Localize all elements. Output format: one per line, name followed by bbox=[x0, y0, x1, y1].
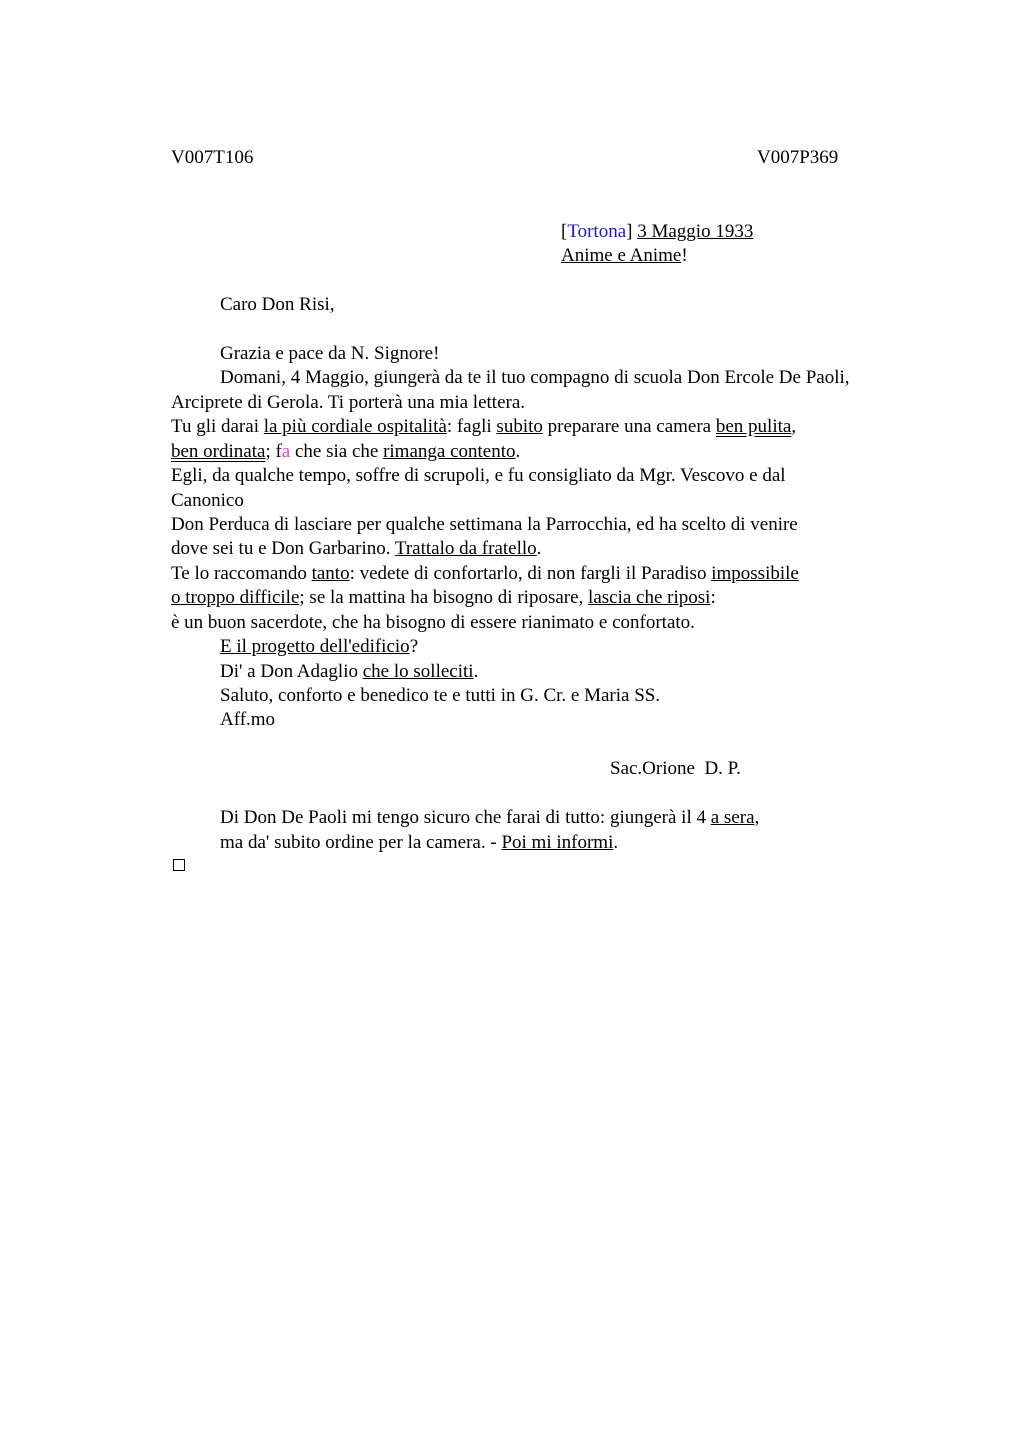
underlined-text: Poi mi informi bbox=[501, 832, 614, 853]
body-line: Don Perduca di lasciare per qualche settimana la Parrocchia, ed ha scelto di venire bbox=[171, 514, 798, 535]
highlighted-letter: a bbox=[281, 441, 291, 462]
postscript-line bbox=[220, 806, 759, 831]
bracket-open: [ bbox=[561, 221, 568, 242]
body-line bbox=[171, 562, 799, 587]
underlined-text: o troppo difficile bbox=[171, 587, 300, 608]
postscript-line bbox=[220, 831, 618, 856]
underlined-text: che lo solleciti bbox=[362, 661, 474, 682]
body-line: Arciprete di Gerola. Ti porterà una mia lettera. bbox=[171, 392, 526, 413]
text-run: : vedete di confortarlo, di non fargli il Paradiso bbox=[349, 563, 712, 584]
body-line bbox=[171, 440, 520, 465]
text-run: : bbox=[710, 587, 716, 608]
underlined-text: E il progetto dell'edificio bbox=[220, 636, 410, 657]
underlined-text: a sera bbox=[710, 807, 755, 828]
motto-text: Anime e Anime bbox=[561, 245, 682, 266]
underlined-text: lascia che riposi bbox=[588, 587, 711, 608]
body-line bbox=[171, 537, 541, 562]
underlined-text: rimanga contento bbox=[383, 441, 516, 462]
body-line bbox=[220, 635, 418, 660]
document-code-right: V007P369 bbox=[757, 147, 839, 168]
closing: Aff.mo bbox=[220, 709, 276, 730]
text-run: . bbox=[613, 832, 619, 853]
body-line bbox=[220, 660, 478, 685]
body-line: è un buon sacerdote, che ha bisogno di essere rianimato e confortato. bbox=[171, 612, 695, 633]
text-run: : fagli bbox=[446, 416, 497, 437]
date: 3 Maggio 1933 bbox=[637, 221, 754, 242]
dateline bbox=[561, 220, 753, 245]
place: Tortona bbox=[567, 221, 627, 242]
text-run: . bbox=[515, 441, 521, 462]
underlined-text: subito bbox=[496, 416, 543, 437]
motto-end: ! bbox=[681, 245, 688, 266]
underlined-text: tanto bbox=[311, 563, 350, 584]
underlined-text: impossibile bbox=[711, 563, 799, 584]
text-run: . bbox=[536, 538, 542, 559]
text-run: Di' a Don Adaglio bbox=[220, 661, 363, 682]
body-line bbox=[171, 586, 716, 611]
signature: Sac.Orione D. P. bbox=[610, 758, 741, 779]
text-run: , bbox=[791, 416, 797, 437]
text-run: Tu gli darai bbox=[171, 416, 264, 437]
text-run: ; f bbox=[265, 441, 282, 462]
document-code-left: V007T106 bbox=[171, 147, 254, 168]
body-line: Canonico bbox=[171, 490, 244, 511]
body-line bbox=[171, 415, 796, 440]
text-run: , bbox=[754, 807, 760, 828]
body-line: Saluto, conforto e benedico te e tutti in G. Cr. e Maria SS. bbox=[220, 685, 661, 706]
body-line: Domani, 4 Maggio, giungerà da te il tuo compagno di scuola Don Ercole De Paoli, bbox=[220, 367, 850, 388]
body-line: Egli, da qualche tempo, soffre di scrupoli, e fu consigliato da Mgr. Vescovo e dal bbox=[171, 465, 786, 486]
bracket-close: ] bbox=[626, 221, 633, 242]
body-line: Grazia e pace da N. Signore! bbox=[220, 343, 440, 364]
double-underlined-text: ben pulita bbox=[715, 416, 792, 437]
text-run: che sia che bbox=[290, 441, 384, 462]
end-marker-box bbox=[173, 859, 185, 871]
text-run: dove sei tu e Don Garbarino. bbox=[171, 538, 395, 559]
text-run: . bbox=[473, 661, 479, 682]
motto bbox=[561, 244, 688, 269]
double-underlined-text: ben ordinata bbox=[171, 441, 266, 462]
text-run: preparare una camera bbox=[542, 416, 716, 437]
text-run: Di Don De Paoli mi tengo sicuro che farai di tutto: giungerà il 4 bbox=[220, 807, 711, 828]
underlined-text: Trattalo da fratello bbox=[394, 538, 537, 559]
text-run: ma da' subito ordine per la camera. - bbox=[220, 832, 502, 853]
text-run: Te lo raccomando bbox=[171, 563, 312, 584]
text-run: ; se la mattina ha bisogno di riposare, bbox=[299, 587, 589, 608]
text-run: ? bbox=[409, 636, 419, 657]
salutation: Caro Don Risi, bbox=[220, 294, 335, 315]
underlined-text: la più cordiale ospitalità bbox=[263, 416, 447, 437]
